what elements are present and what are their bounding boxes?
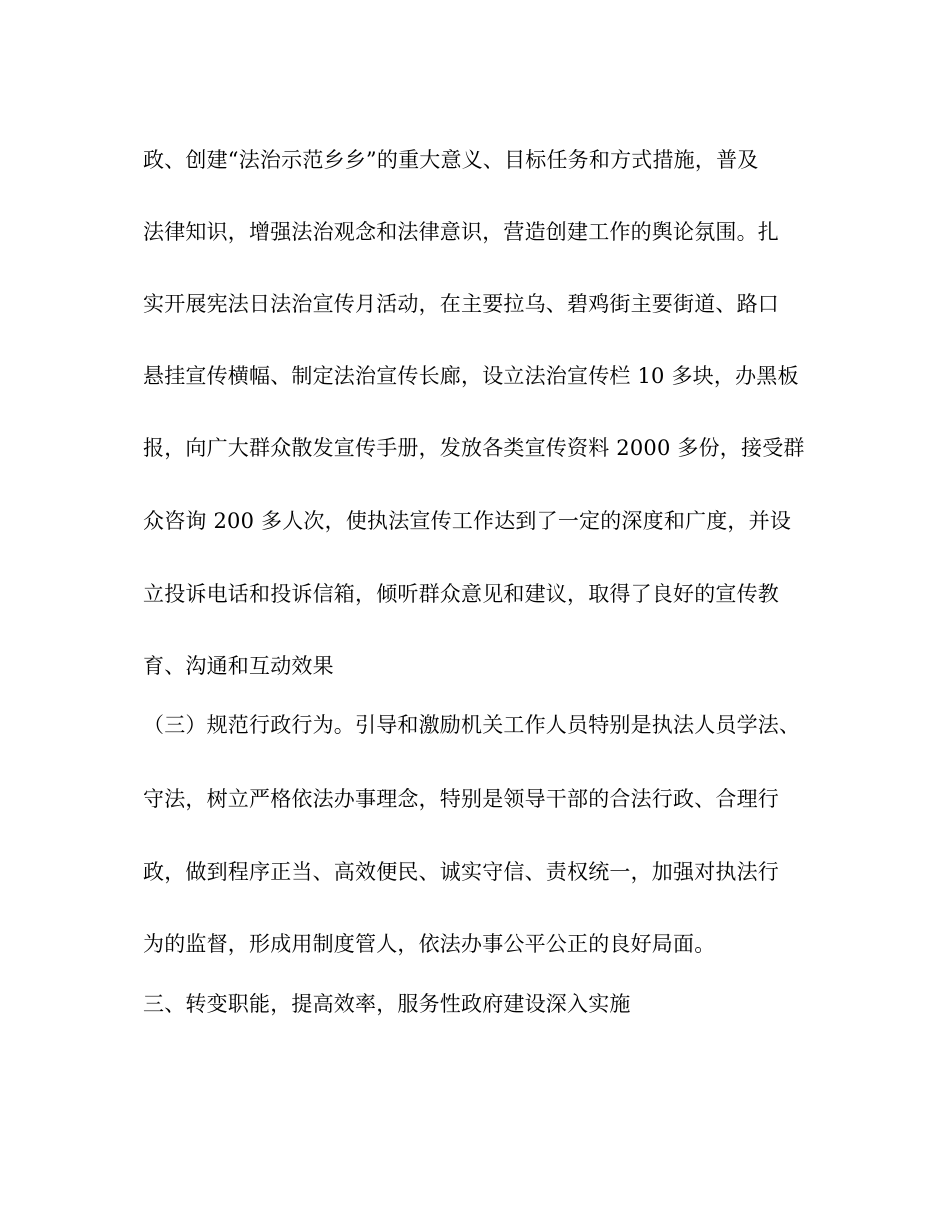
paragraph-line: 法律知识，增强法治观念和法律意识，营造创建工作的舆论氛围。扎 [143, 220, 779, 244]
paragraph-line: 立投诉电话和投诉信箱，倾听群众意见和建议，取得了良好的宣传教 [143, 582, 779, 606]
paragraph-line: 报，向广大群众散发宣传手册，发放各类宣传资料 2000 多份，接受群 [143, 436, 805, 460]
paragraph-line: 实开展宪法日法治宣传月活动，在主要拉乌、碧鸡街主要街道、路口 [143, 292, 779, 316]
paragraph-line: 悬挂宣传横幅、制定法治宣传长廊，设立法治宣传栏 10 多块，办黑板 [143, 364, 799, 388]
section-heading: 三、转变职能，提高效率，服务性政府建设深入实施 [143, 992, 631, 1016]
paragraph-line: 众咨询 200 多人次，使执法宣传工作达到了一定的深度和广度，并设 [143, 509, 792, 533]
section-heading: （三）规范行政行为。引导和激励机关工作人员特别是执法人员学法、 [143, 713, 801, 737]
paragraph-line: 政、创建“法治示范乡乡”的重大意义、目标任务和方式措施，普及 [143, 148, 759, 172]
paragraph-line: 育、沟通和互动效果 [143, 654, 334, 678]
paragraph-line: 政，做到程序正当、高效便民、诚实守信、责权统一，加强对执法行 [143, 860, 779, 884]
paragraph-line: 守法，树立严格依法办事理念，特别是领导干部的合法行政、合理行 [143, 787, 779, 811]
paragraph-line: 为的监督，形成用制度管人，依法办事公平公正的良好局面。 [143, 932, 716, 956]
